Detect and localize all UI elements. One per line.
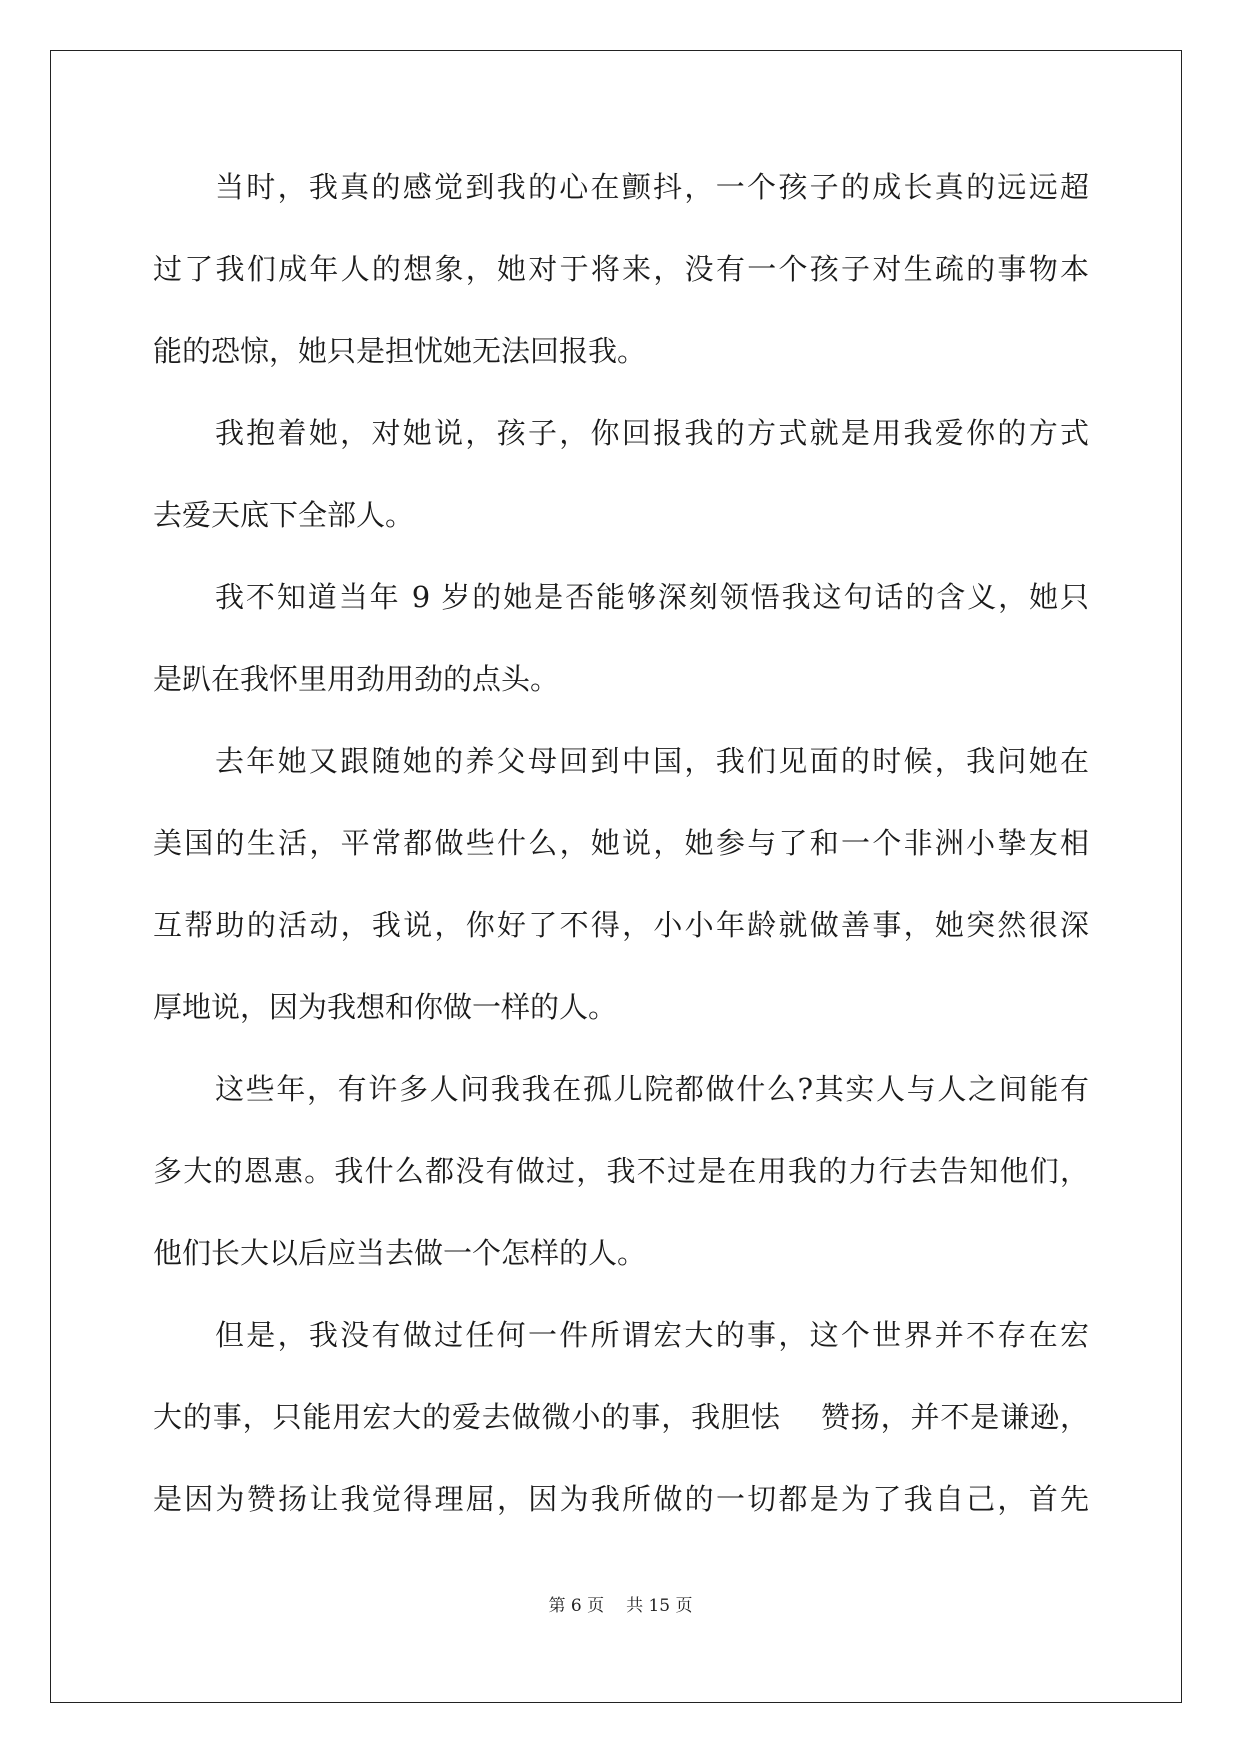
document-body: [153, 163, 1089, 1557]
paragraph-line: 能的恐惊，她只是担忧她无法回报我。: [153, 334, 647, 368]
paragraph-line: 我不知道当年 9 岁的她是否能够深刻领悟我这句话的含义，她只: [215, 580, 1089, 614]
page-number-total: 共 15 页: [626, 1596, 693, 1616]
paragraph-line: 去年她又跟随她的养父母回到中国，我们见面的时候，我问她在: [215, 744, 1089, 778]
paragraph-line: 美国的生活，平常都做些什么，她说，她参与了和一个非洲小挚友相: [153, 826, 1089, 860]
page-footer: [0, 1591, 1241, 1616]
paragraph-line: 互帮助的活动，我说，你好了不得，小小年龄就做善事，她突然很深: [153, 908, 1089, 942]
paragraph-line: 但是，我没有做过任何一件所谓宏大的事，这个世界并不存在宏: [215, 1318, 1089, 1352]
paragraph-line: 去爱天底下全部人。: [153, 498, 415, 532]
paragraph-line: 这些年，有许多人问我我在孤儿院都做什么?其实人与人之间能有: [215, 1072, 1089, 1106]
page-number-current: 第 6 页: [548, 1596, 605, 1616]
paragraph-line: 过了我们成年人的想象，她对于将来，没有一个孩子对生疏的事物本: [153, 252, 1089, 286]
paragraph-line: 厚地说，因为我想和你做一样的人。: [153, 990, 618, 1024]
paragraph-line: 是趴在我怀里用劲用劲的点头。: [153, 662, 560, 696]
paragraph-line: 大的事，只能用宏大的爱去做微小的事，我胆怯 赞扬，并不是谦逊，: [153, 1400, 1089, 1434]
paragraph-line: 当时，我真的感觉到我的心在颤抖，一个孩子的成长真的远远超: [215, 170, 1089, 204]
paragraph-line: 是因为赞扬让我觉得理屈，因为我所做的一切都是为了我自己，首先: [153, 1482, 1089, 1516]
paragraph-line: 我抱着她，对她说，孩子，你回报我的方式就是用我爱你的方式: [215, 416, 1089, 450]
paragraph-line: 多大的恩惠。我什么都没有做过，我不过是在用我的力行去告知他们，: [153, 1154, 1089, 1188]
paragraph-line: 他们长大以后应当去做一个怎样的人。: [153, 1236, 647, 1270]
